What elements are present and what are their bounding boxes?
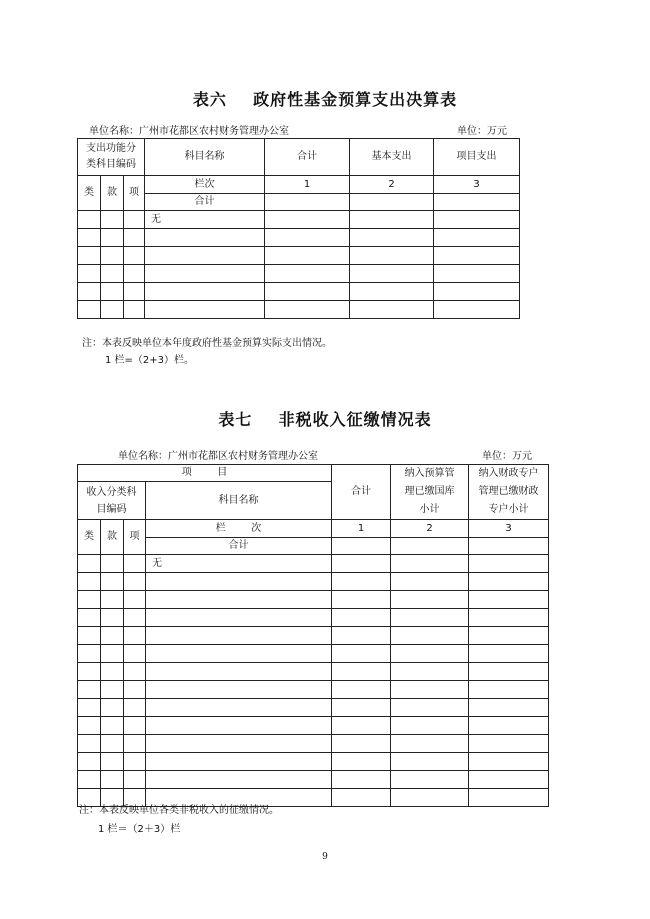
table-row	[78, 699, 549, 717]
table-cell	[350, 194, 434, 211]
table7-row-none: 无	[146, 555, 332, 573]
table-row	[78, 229, 520, 247]
table7-header-total: 合计	[332, 465, 391, 520]
table-row	[78, 717, 549, 735]
table7-header-budget: 纳入预算管理已缴国库小计	[391, 465, 469, 520]
table6	[77, 138, 520, 319]
table7-header-kuan: 款	[101, 520, 124, 555]
table7-col3: 3	[469, 520, 549, 538]
table-row	[78, 627, 549, 645]
table6-col1: 1	[265, 176, 350, 194]
table-cell	[265, 194, 350, 211]
table6-header-lei: 类	[78, 176, 101, 211]
table-row	[78, 573, 549, 591]
table-row	[78, 645, 549, 663]
table-row	[78, 301, 520, 319]
table-row	[78, 555, 549, 573]
table-cell	[391, 538, 469, 555]
table6-row-none: 无	[145, 211, 265, 229]
table7-header-xiang: 项	[124, 520, 146, 555]
table7-header-item: 项 目	[78, 465, 332, 482]
table6-header-xiang: 项	[124, 176, 145, 211]
table6-header-kuan: 款	[101, 176, 124, 211]
table6-row-lanci: 栏次	[145, 176, 265, 194]
table7-header-name: 科目名称	[146, 482, 332, 520]
table-row	[78, 265, 520, 283]
table6-note-1: 注：本表反映单位本年度政府性基金预算实际支出情况。	[82, 338, 332, 349]
page-number: 9	[322, 852, 328, 862]
table6-header-basic: 基本支出	[350, 139, 434, 176]
table-row	[78, 753, 549, 771]
table6-header-code: 支出功能分类科目编码	[78, 139, 145, 176]
table6-col2: 2	[350, 176, 434, 194]
table7-note-2: 1 栏＝（2＋3）栏	[98, 824, 181, 835]
table6-row-total: 合计	[145, 194, 265, 211]
table-row	[78, 663, 549, 681]
table-row	[78, 771, 549, 789]
table-cell	[434, 194, 520, 211]
table7-col2: 2	[391, 520, 469, 538]
table7-header-code: 收入分类科目编码	[78, 482, 146, 520]
table-row	[78, 735, 549, 753]
table6-header-name: 科目名称	[145, 139, 265, 176]
table-row	[78, 283, 520, 301]
table-row	[78, 681, 549, 699]
table6-title: 表六 政府性基金预算支出决算表	[192, 90, 458, 109]
table7-header-special: 纳入财政专户管理已缴财政专户小计	[469, 465, 549, 520]
table6-header-project: 项目支出	[434, 139, 520, 176]
table7-col1: 1	[332, 520, 391, 538]
table-cell	[332, 538, 391, 555]
table7-row-lanci: 栏 次	[146, 520, 332, 538]
table-row	[78, 247, 520, 265]
table7-title: 表七 非税收入征缴情况表	[218, 410, 432, 429]
table7-row-total: 合计	[146, 538, 332, 555]
table7-unit-name: 单位名称：广州市花都区农村财务管理办公室	[118, 451, 318, 462]
table6-unit: 单位：万元	[457, 126, 507, 137]
table7-unit: 单位：万元	[482, 451, 532, 462]
table-cell	[469, 538, 549, 555]
table-row	[78, 211, 520, 229]
table6-header-total: 合计	[265, 139, 350, 176]
table6-unit-name: 单位名称：广州市花都区农村财务管理办公室	[89, 126, 289, 137]
table-row	[78, 591, 549, 609]
table7-header-lei: 类	[78, 520, 101, 555]
table7-note-1: 注：本表反映单位各类非税收入的征缴情况。	[79, 805, 279, 816]
table6-note-2: 1 栏=（2+3）栏。	[105, 355, 195, 366]
table7	[77, 464, 549, 807]
table6-col3: 3	[434, 176, 520, 194]
table-row	[78, 609, 549, 627]
